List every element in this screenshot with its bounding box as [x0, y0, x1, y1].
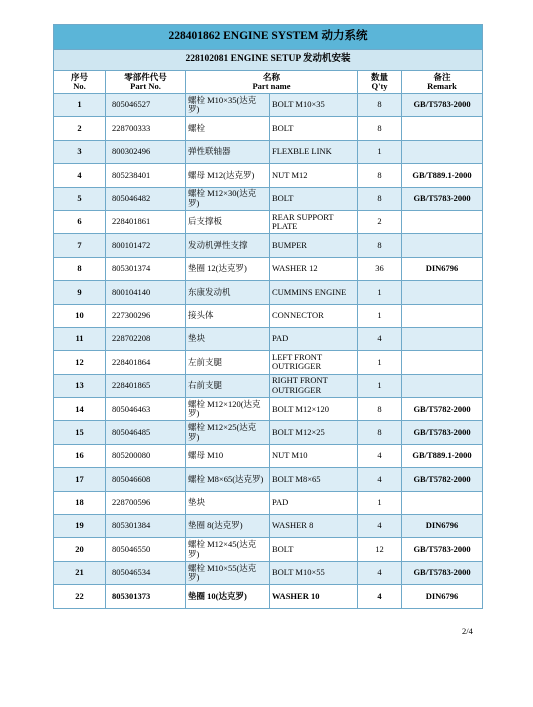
part-name-cn: 螺母 M12(达克罗) [186, 164, 270, 187]
part-name-cn: 弹性联轴器 [186, 140, 270, 163]
part-number: 228401864 [106, 351, 186, 374]
part-name-en: BOLT [270, 117, 358, 140]
part-name-en: BOLT M8×65 [270, 468, 358, 491]
row-number: 4 [54, 164, 106, 187]
part-name-en: PAD [270, 491, 358, 514]
quantity: 1 [358, 374, 402, 397]
part-name-en: BUMPER [270, 234, 358, 257]
remark [402, 140, 483, 163]
quantity: 1 [358, 140, 402, 163]
part-number: 805301374 [106, 257, 186, 280]
header-row [54, 71, 483, 94]
part-number: 805238401 [106, 164, 186, 187]
part-number: 805200080 [106, 444, 186, 467]
table-row [54, 164, 483, 187]
part-name-cn: 垫圈 8(达克罗) [186, 515, 270, 538]
part-name-en: LEFT FRONT OUTRIGGER [270, 351, 358, 374]
part-number: 805046608 [106, 468, 186, 491]
table-row [54, 561, 483, 584]
part-number: 800104140 [106, 281, 186, 304]
quantity: 4 [358, 444, 402, 467]
row-number: 8 [54, 257, 106, 280]
part-name-cn: 东康发动机 [186, 281, 270, 304]
part-number: 805046550 [106, 538, 186, 561]
remark: DIN6796 [402, 257, 483, 280]
remark: GB/T5782-2000 [402, 398, 483, 421]
quantity: 1 [358, 304, 402, 327]
table-row [54, 234, 483, 257]
part-name-cn: 左前支腿 [186, 351, 270, 374]
row-number: 19 [54, 515, 106, 538]
part-number: 227300296 [106, 304, 186, 327]
header-remark: 备注 Remark [402, 71, 483, 94]
part-name-en: CONNECTOR [270, 304, 358, 327]
header-qty: 数量 Q'ty [358, 71, 402, 94]
row-number: 15 [54, 421, 106, 444]
remark [402, 234, 483, 257]
part-name-en: CUMMINS ENGINE [270, 281, 358, 304]
part-name-cn: 螺母 M10 [186, 444, 270, 467]
row-number: 16 [54, 444, 106, 467]
quantity: 4 [358, 585, 402, 608]
part-name-en: FLEXBLE LINK [270, 140, 358, 163]
part-number: 228702208 [106, 327, 186, 350]
remark [402, 304, 483, 327]
header-part-name: 名称 Part name [186, 71, 358, 94]
part-name-cn: 螺栓 M12×25(达克罗) [186, 421, 270, 444]
quantity: 1 [358, 491, 402, 514]
remark [402, 210, 483, 233]
quantity: 8 [358, 234, 402, 257]
table-row [54, 94, 483, 117]
part-name-en: BOLT [270, 538, 358, 561]
quantity: 8 [358, 94, 402, 117]
remark: GB/T5783-2000 [402, 561, 483, 584]
quantity: 8 [358, 421, 402, 444]
table-row [54, 117, 483, 140]
row-number: 6 [54, 210, 106, 233]
table-row [54, 327, 483, 350]
remark [402, 374, 483, 397]
table-row [54, 257, 483, 280]
remark: GB/T5783-2000 [402, 187, 483, 210]
part-number: 228401865 [106, 374, 186, 397]
table-row [54, 304, 483, 327]
part-name-cn: 垫块 [186, 327, 270, 350]
row-number: 9 [54, 281, 106, 304]
quantity: 36 [358, 257, 402, 280]
row-number: 14 [54, 398, 106, 421]
table-row [54, 538, 483, 561]
header-no: 序号 No. [54, 71, 106, 94]
quantity: 8 [358, 164, 402, 187]
row-number: 2 [54, 117, 106, 140]
part-number: 228401861 [106, 210, 186, 233]
part-name-en: PAD [270, 327, 358, 350]
parts-list-sheet [53, 24, 482, 609]
part-name-en: BOLT M10×55 [270, 561, 358, 584]
page-number: 2/4 [462, 626, 473, 636]
remark: GB/T5783-2000 [402, 421, 483, 444]
part-name-cn: 接头体 [186, 304, 270, 327]
part-name-en: NUT M10 [270, 444, 358, 467]
part-name-en: BOLT M12×25 [270, 421, 358, 444]
quantity: 4 [358, 515, 402, 538]
table-row [54, 398, 483, 421]
part-name-en: WASHER 10 [270, 585, 358, 608]
quantity: 8 [358, 187, 402, 210]
table-row [54, 210, 483, 233]
row-number: 10 [54, 304, 106, 327]
quantity: 2 [358, 210, 402, 233]
quantity: 4 [358, 468, 402, 491]
part-number: 228700596 [106, 491, 186, 514]
part-name-cn: 螺栓 M12×30(达克罗) [186, 187, 270, 210]
part-name-cn: 螺栓 [186, 117, 270, 140]
part-name-en: WASHER 8 [270, 515, 358, 538]
row-number: 11 [54, 327, 106, 350]
part-name-en: BOLT M10×35 [270, 94, 358, 117]
table-row [54, 187, 483, 210]
remark: DIN6796 [402, 585, 483, 608]
table-subtitle: 228102081 ENGINE SETUP 发动机安装 [54, 50, 483, 71]
quantity: 1 [358, 281, 402, 304]
remark: GB/T889.1-2000 [402, 444, 483, 467]
quantity: 4 [358, 327, 402, 350]
part-name-cn: 后支撑板 [186, 210, 270, 233]
part-name-cn: 垫块 [186, 491, 270, 514]
part-name-cn: 螺栓 M8×65(达克罗) [186, 468, 270, 491]
part-number: 805046527 [106, 94, 186, 117]
row-number: 13 [54, 374, 106, 397]
row-number: 12 [54, 351, 106, 374]
part-name-cn: 螺栓 M10×55(达克罗) [186, 561, 270, 584]
part-name-en: RIGHT FRONT OUTRIGGER [270, 374, 358, 397]
part-name-en: BOLT M12×120 [270, 398, 358, 421]
row-number: 1 [54, 94, 106, 117]
row-number: 7 [54, 234, 106, 257]
part-number: 800101472 [106, 234, 186, 257]
remark: GB/T5782-2000 [402, 468, 483, 491]
table-row [54, 421, 483, 444]
part-number: 805301373 [106, 585, 186, 608]
remark [402, 327, 483, 350]
quantity: 1 [358, 351, 402, 374]
remark [402, 491, 483, 514]
row-number: 18 [54, 491, 106, 514]
part-name-en: REAR SUPPORT PLATE [270, 210, 358, 233]
part-number: 805046485 [106, 421, 186, 444]
part-number: 805046463 [106, 398, 186, 421]
parts-table [53, 24, 483, 609]
table-row [54, 515, 483, 538]
row-number: 21 [54, 561, 106, 584]
row-number: 3 [54, 140, 106, 163]
part-number: 228700333 [106, 117, 186, 140]
part-name-cn: 右前支腿 [186, 374, 270, 397]
row-number: 22 [54, 585, 106, 608]
row-number: 20 [54, 538, 106, 561]
remark: DIN6796 [402, 515, 483, 538]
part-name-cn: 螺栓 M10×35(达克罗) [186, 94, 270, 117]
table-row [54, 491, 483, 514]
part-name-cn: 垫圈 12(达克罗) [186, 257, 270, 280]
part-number: 805046482 [106, 187, 186, 210]
remark: GB/T5783-2000 [402, 94, 483, 117]
quantity: 8 [358, 398, 402, 421]
remark [402, 117, 483, 140]
table-row [54, 374, 483, 397]
part-name-cn: 螺栓 M12×45(达克罗) [186, 538, 270, 561]
table-row [54, 468, 483, 491]
table-row [54, 351, 483, 374]
remark: GB/T5783-2000 [402, 538, 483, 561]
table-title: 228401862 ENGINE SYSTEM 动力系统 [54, 25, 483, 50]
table-row [54, 140, 483, 163]
part-number: 805046534 [106, 561, 186, 584]
table-row [54, 281, 483, 304]
part-name-cn: 发动机弹性支撑 [186, 234, 270, 257]
remark [402, 281, 483, 304]
remark [402, 351, 483, 374]
quantity: 8 [358, 117, 402, 140]
row-number: 17 [54, 468, 106, 491]
table-row [54, 585, 483, 608]
part-number: 805301384 [106, 515, 186, 538]
remark: GB/T889.1-2000 [402, 164, 483, 187]
part-name-en: NUT M12 [270, 164, 358, 187]
table-row [54, 444, 483, 467]
part-name-en: BOLT [270, 187, 358, 210]
quantity: 12 [358, 538, 402, 561]
part-number: 800302496 [106, 140, 186, 163]
part-name-cn: 垫圈 10(达克罗) [186, 585, 270, 608]
part-name-cn: 螺栓 M12×120(达克罗) [186, 398, 270, 421]
header-part-no: 零部件代号 Part No. [106, 71, 186, 94]
row-number: 5 [54, 187, 106, 210]
part-name-en: WASHER 12 [270, 257, 358, 280]
quantity: 4 [358, 561, 402, 584]
